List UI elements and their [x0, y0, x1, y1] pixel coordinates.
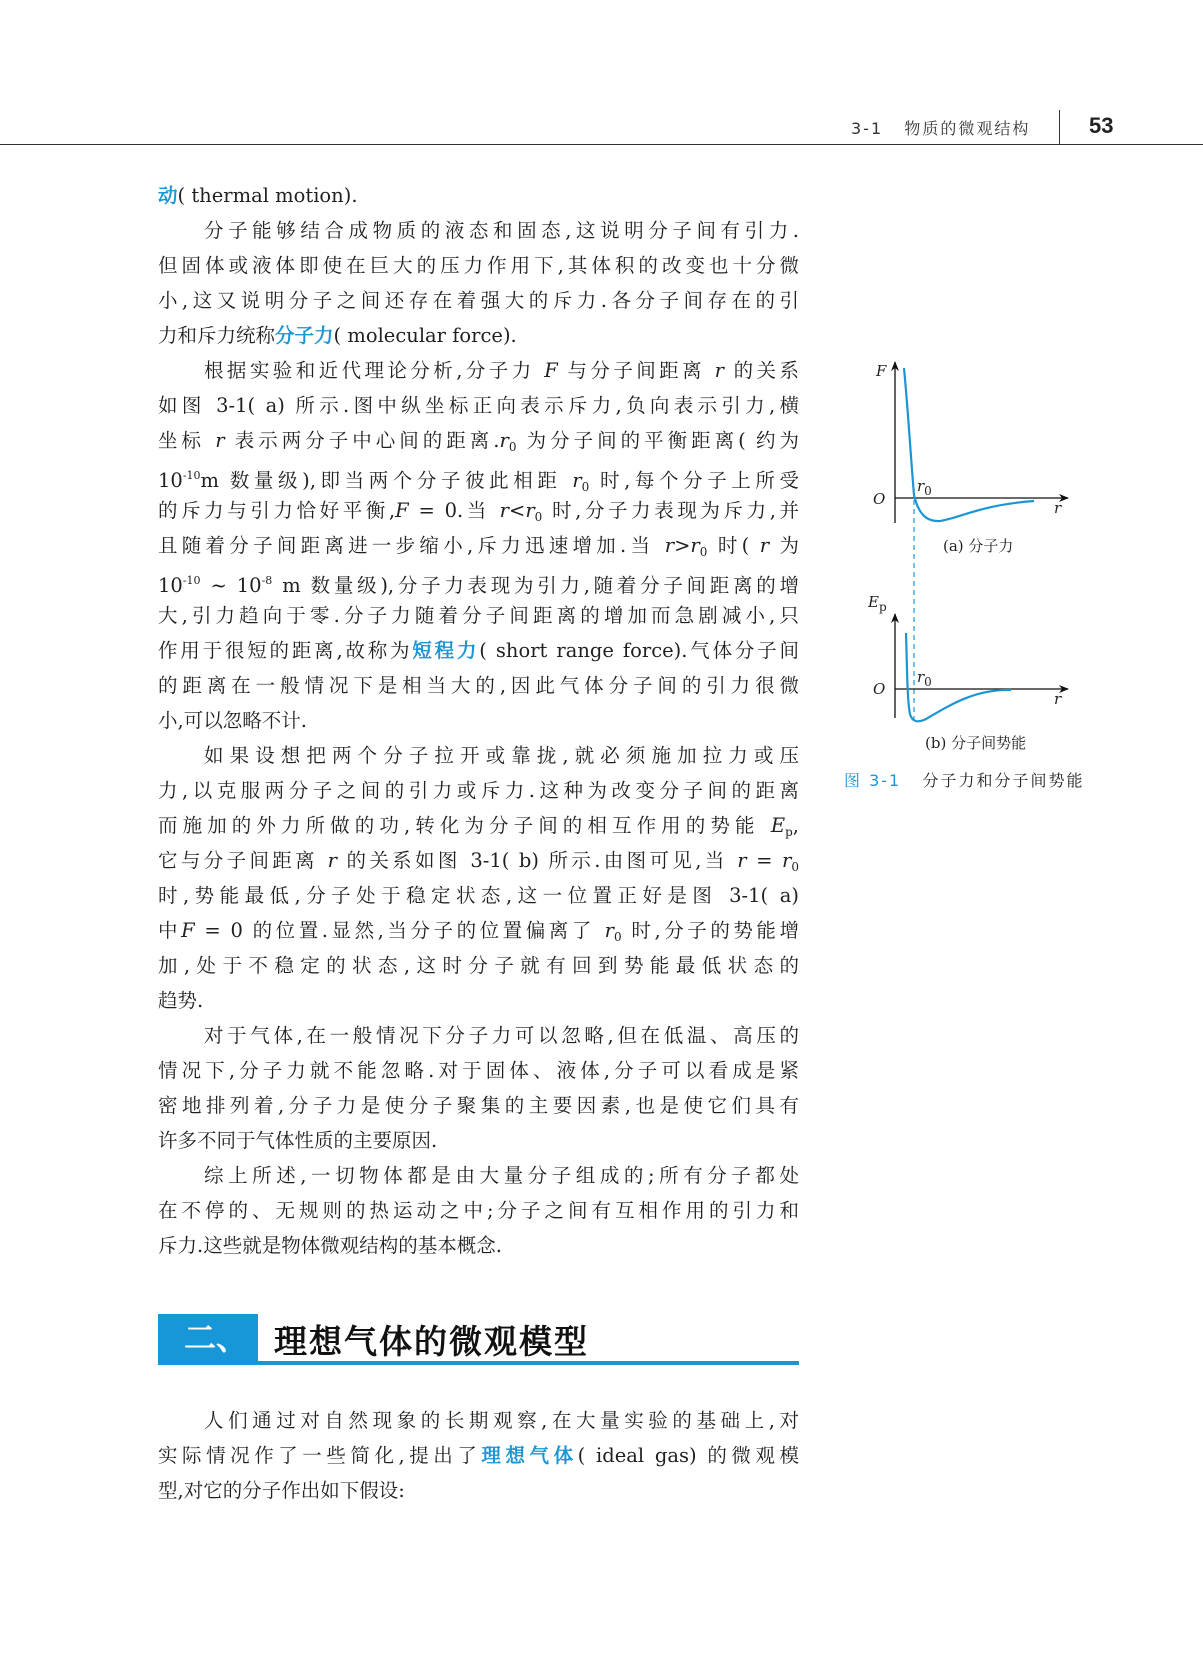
math-variable: r	[499, 429, 509, 452]
subscript: 0	[614, 930, 622, 944]
figure-number: 图 3-1	[844, 771, 902, 790]
subscript: 0	[699, 545, 708, 559]
text-run: 时,每个分子上所受	[589, 469, 799, 492]
text-run: 型,对它的分子作出如下假设:	[158, 1479, 405, 1502]
text-run: ( molecular force).	[333, 324, 517, 347]
page-number: 53	[1089, 113, 1114, 138]
text-run: 为	[769, 534, 799, 557]
text-run: 情况下,分子力就不能忽略.对于固体、液体,分子可以看成是紧	[158, 1059, 799, 1082]
math-variable: r	[759, 534, 770, 557]
text-run: 综上所述,一切物体都是由大量分子组成的;所有分子都处	[204, 1164, 799, 1187]
text-run: 根据实验和近代理论分析,分子力	[204, 359, 545, 382]
text-run: 对于气体,在一般情况下分子力可以忽略,但在低温、高压的	[204, 1024, 799, 1047]
text-run: ( short range force).气体分子间	[479, 639, 799, 662]
text-run: 力,以克服两分子之间的引力或斥力.这种为改变分子间的距离	[158, 779, 799, 802]
text-run: 小,这又说明分子之间还存在着强大的斥力.各分子间存在的引	[158, 289, 799, 312]
subscript: 0	[791, 860, 799, 874]
text-run: 时,势能最低,分子处于稳定状态,这一位置正好是图 3-1( a)	[158, 884, 799, 907]
math-variable: r	[664, 534, 675, 557]
figure-b-caption: (b) 分子间势能	[925, 734, 1027, 752]
energy-r0-label: $r_0$	[917, 668, 932, 689]
figure-caption-text: 分子力和分子间势能	[922, 771, 1085, 790]
subscript: 0	[534, 510, 543, 524]
text-run: ( thermal motion).	[177, 184, 358, 207]
text-run: 斥力.这些就是物体微观结构的基本概念.	[158, 1234, 502, 1257]
math-variable: F	[395, 499, 409, 522]
text-run: 趋势.	[158, 989, 204, 1012]
subscript: 0	[508, 440, 517, 454]
math-variable: r	[604, 919, 614, 942]
text-run: 加,处于不稳定的状态,这时分子就有回到势能最低状态的	[158, 954, 799, 977]
text-run: m 数量级),分子力表现为引力,随着分子间距离的增	[272, 574, 799, 597]
math-variable: r	[327, 849, 337, 872]
key-term: 短程力	[412, 639, 480, 662]
force-axis-label: F	[876, 362, 887, 380]
text-run: 密地排列着,分子力是使分子聚集的主要因素,也是使它们具有	[158, 1094, 799, 1117]
key-term: 分子力	[275, 324, 334, 347]
force-origin-label: O	[873, 490, 886, 508]
energy-origin-label: O	[873, 680, 886, 698]
text-run: ( ideal gas) 的微观模	[577, 1444, 799, 1467]
text-run: 许多不同于气体性质的主要原因.	[158, 1129, 438, 1152]
text-run: 大,引力趋向于零.分子力随着分子间距离的增加而急剧减小,只	[158, 604, 799, 627]
text-run: 分子能够结合成物质的液态和固态,这说明分子间有引力.	[204, 219, 799, 242]
math-variable: r	[782, 849, 792, 872]
text-run: 为分子间的平衡距离( 约为	[516, 429, 799, 452]
math-variable: r	[737, 849, 747, 872]
text-run: 中	[158, 919, 182, 942]
text-run: = 0.当	[408, 499, 500, 522]
subscript: p	[785, 825, 793, 839]
superscript: -10	[182, 469, 201, 482]
text-run: ~ 10	[200, 574, 262, 597]
text-run: 表示两分子中心间的距离.	[224, 429, 500, 452]
section-title: 理想气体的微观模型	[274, 1322, 589, 1361]
subscript: 0	[581, 480, 590, 494]
header-section-title: 3-1 物质的微观结构	[851, 119, 1031, 138]
text-run: ,	[792, 814, 799, 837]
text-run: = 0 的位置.显然,当分子的位置偏离了	[194, 919, 605, 942]
text-run: 坐标	[158, 429, 216, 452]
key-term: 理想气体	[481, 1444, 578, 1467]
text-run: 力和斥力统称	[158, 324, 276, 347]
math-variable: r	[499, 499, 509, 522]
text-run: 人们通过对自然现象的长期观察,在大量实验的基础上,对	[204, 1409, 799, 1432]
text-run: 的斥力与引力恰好平衡,	[158, 499, 396, 522]
text-run: 但固体或液体即使在巨大的压力作用下,其体积的改变也十分微	[158, 254, 799, 277]
figure-caption	[844, 768, 1085, 791]
text-run: <	[508, 499, 526, 522]
text-run: 而施加的外力所做的功,转化为分子间的相互作用的势能	[158, 814, 771, 837]
text-run: =	[746, 849, 783, 872]
math-variable: r	[690, 534, 700, 557]
energy-r-label: r	[1054, 690, 1062, 708]
text-run: 时(	[707, 534, 760, 557]
text-run: 它与分子间距离	[158, 849, 328, 872]
text-run: 的距离在一般情况下是相当大的,因此气体分子间的引力很微	[158, 674, 799, 697]
figure-a-caption: (a) 分子力	[943, 537, 1014, 555]
math-variable: r	[215, 429, 225, 452]
math-variable: r	[572, 469, 582, 492]
key-term: 动	[158, 184, 178, 207]
energy-axis-label: $E_p$	[868, 593, 887, 614]
text-run: 在不停的、无规则的热运动之中;分子之间有互相作用的引力和	[158, 1199, 799, 1222]
text-run: 10	[158, 574, 183, 597]
text-run: 作用于很短的距离,故称为	[158, 639, 413, 662]
text-run: 且随着分子间距离进一步缩小,斥力迅速增加.当	[158, 534, 665, 557]
math-variable: F	[544, 359, 558, 382]
text-run: 如果设想把两个分子拉开或靠拢,就必须施加拉力或压	[204, 744, 799, 767]
text-run: 10	[158, 469, 183, 492]
text-run: 时,分子的势能增	[621, 919, 799, 942]
force-r0-label: $r_0$	[917, 477, 932, 498]
text-run: 的关系如图 3-1( b) 所示.由图可见,当	[336, 849, 738, 872]
superscript: -8	[261, 574, 273, 587]
text-run: m 数量级),即当两个分子彼此相距	[200, 469, 573, 492]
math-variable: E	[770, 814, 786, 837]
text-run: 的关系	[724, 359, 799, 382]
math-variable: r	[525, 499, 535, 522]
text-run: 如图 3-1( a) 所示.图中纵坐标正向表示斥力,负向表示引力,横	[158, 394, 799, 417]
math-variable: F	[181, 919, 195, 942]
text-run: 小,可以忽略不计.	[158, 709, 307, 732]
math-variable: r	[714, 359, 724, 382]
section-number: 二、	[158, 1314, 258, 1363]
text-run: >	[674, 534, 691, 557]
text-run: 时,分子力表现为斥力,并	[542, 499, 799, 522]
superscript: -10	[182, 574, 201, 587]
force-r-label: r	[1054, 499, 1062, 517]
text-run: 与分子间距离	[557, 359, 715, 382]
text-run: 实际情况作了一些简化,提出了	[158, 1444, 482, 1467]
